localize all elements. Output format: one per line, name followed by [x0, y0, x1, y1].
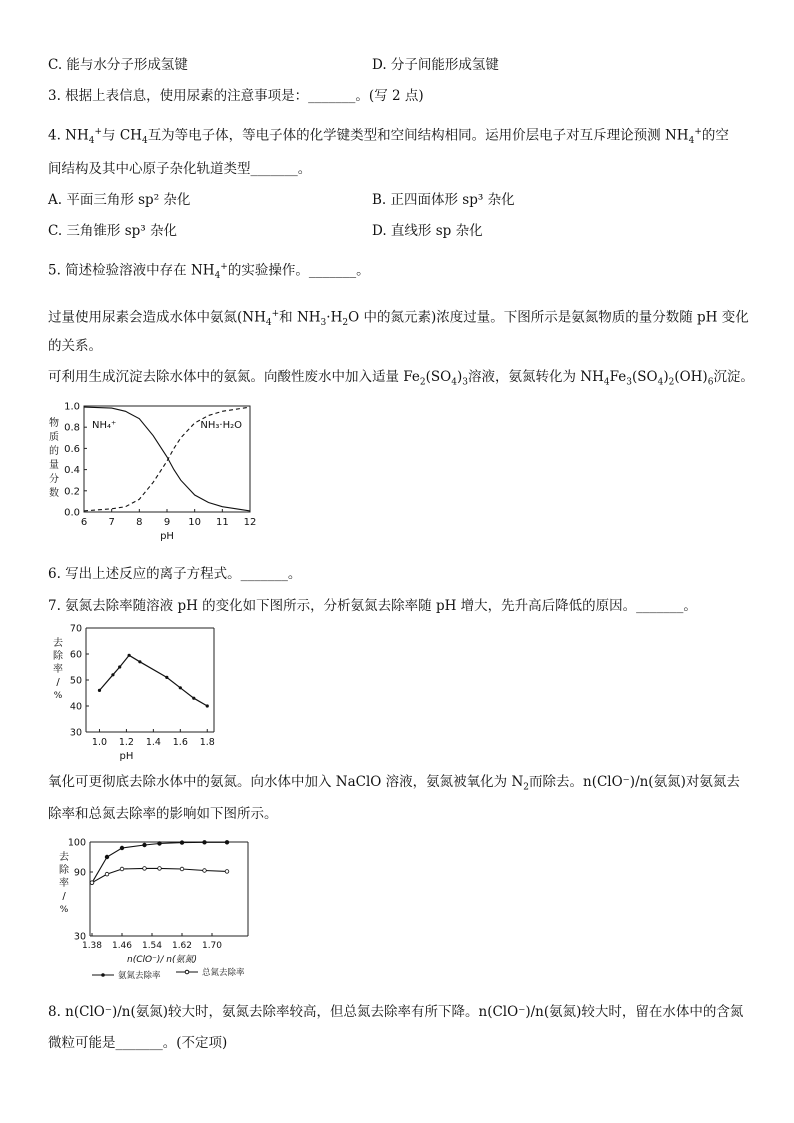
y-tick-label: 70 — [69, 623, 82, 635]
x-tick-label: 1.62 — [171, 941, 193, 951]
y-tick-label: 1.0 — [64, 401, 80, 413]
x-tick-label: 12 — [243, 517, 257, 528]
data-point — [225, 870, 229, 874]
data-point — [225, 841, 229, 845]
data-point — [203, 869, 207, 873]
q4-option-c: C. 三角锥形 sp³ 杂化 — [48, 223, 177, 239]
x-axis-label: pH — [160, 531, 174, 542]
data-point — [180, 841, 184, 845]
y-axis-label-char: 除 — [53, 651, 63, 662]
x-tick-label: 1.38 — [81, 941, 103, 951]
data-point — [165, 676, 168, 679]
series-label-nh3h2o: NH₃·H₂O — [200, 420, 242, 431]
q5-text: 5. 简述检验溶液中存在 $NH_4^+$的实验操作。_______。 — [48, 262, 370, 282]
y-axis-label-char: 率 — [59, 878, 69, 889]
y-tick-label: 40 — [69, 701, 82, 713]
x-tick-label: 6 — [80, 517, 88, 528]
para3-line2: 除率和总氮去除率的影响如下图所示。 — [48, 806, 278, 822]
data-point — [118, 665, 121, 668]
y-tick-label: 0.0 — [64, 507, 80, 519]
x-axis-label: pH — [119, 751, 134, 762]
legend-marker-2 — [185, 970, 189, 974]
y-axis-label-char: 质 — [49, 432, 59, 443]
y-axis-label-char: / — [62, 891, 66, 902]
y-axis-label-char: 量 — [49, 460, 59, 471]
y-axis-label-char: % — [53, 691, 63, 701]
y-tick-label: 50 — [69, 675, 82, 687]
series-line-1 — [92, 842, 227, 882]
y-axis-label-char: 物 — [49, 418, 59, 429]
data-point — [105, 872, 109, 876]
q6-text: 6. 写出上述反应的离子方程式。_______。 — [48, 566, 302, 582]
y-axis-label-char: / — [56, 677, 60, 688]
q2-option-c: C. 能与水分子形成氢键 — [48, 57, 188, 73]
q4-option-b: B. 正四面体形 sp³ 杂化 — [372, 192, 515, 208]
y-axis-label-char: 的 — [49, 446, 59, 457]
x-tick-label: 9 — [163, 517, 171, 528]
para1-line1: 过量使用尿素会造成水体中氨氮($NH_4^+$和 $NH_3\cdot H_2O$ 中的氮元素)浓度过量。下图所示是氨氮物质的量分数随 pH 变化 — [48, 309, 749, 329]
chart-removal-rate-vs-ph — [48, 622, 228, 762]
data-point — [111, 673, 114, 676]
data-point — [120, 867, 124, 871]
data-point — [128, 654, 131, 657]
series-label-nh4: NH₄⁺ — [92, 420, 117, 431]
y-tick-label: 0.8 — [64, 422, 80, 434]
x-tick-label: 1.46 — [111, 941, 133, 951]
x-tick-label: 10 — [188, 517, 202, 528]
data-point — [180, 867, 184, 871]
data-point — [105, 855, 109, 859]
q7-text: 7. 氨氮去除率随溶液 pH 的变化如下图所示，分析氨氮去除率随 pH 增大，先升高后降低的原因。_______。 — [48, 598, 697, 614]
y-tick-label: 0.2 — [64, 486, 80, 498]
series-line — [100, 655, 208, 706]
y-axis-label-char: 去 — [53, 638, 63, 649]
x-tick-label: 7 — [108, 517, 115, 528]
data-point — [158, 842, 162, 846]
q4-nh4-a: 4. NH — [48, 127, 89, 144]
q8-line1: 8. n(ClO⁻)/n(氨氮)较大时，氨氮去除率较高，但总氮去除率有所下降。n(ClO⁻)/n(氨氮)较大时，留在水体中的含氮 — [48, 1004, 744, 1020]
para2-text: 可利用生成沉淀去除水体中的氨氮。向酸性废水中加入适量 $Fe_2(SO_4)_3$溶液，氨氮转化为 $NH_4Fe_3(SO_4)_2(OH)_6$沉淀。 — [48, 369, 754, 388]
data-point — [179, 686, 182, 689]
y-tick-label: 60 — [69, 649, 82, 661]
y-axis-label-char: 除 — [59, 865, 69, 876]
x-tick-label: 8 — [136, 517, 143, 528]
y-tick-label: 30 — [73, 931, 86, 943]
chart-removal-rate-vs-ratio — [52, 832, 262, 988]
y-tick-label: 90 — [73, 867, 86, 879]
data-point — [192, 697, 195, 700]
q4-option-d: D. 直线形 sp 杂化 — [372, 223, 483, 239]
x-tick-label: 1.4 — [145, 737, 161, 748]
data-point — [138, 660, 141, 663]
y-tick-label: 30 — [69, 727, 82, 739]
y-axis-label-char: 数 — [49, 488, 59, 499]
y-tick-label: 100 — [67, 837, 86, 849]
y-axis-label-char: 分 — [49, 474, 59, 485]
y-tick-label: 0.6 — [64, 443, 80, 455]
q3-text: 3. 根据上表信息，使用尿素的注意事项是：_______。(写 2 点) — [48, 88, 424, 104]
data-point — [206, 704, 209, 707]
y-tick-label: 0.4 — [64, 465, 80, 477]
data-point — [143, 843, 147, 847]
q4-line2: 间结构及其中心原子杂化轨道类型_______。 — [48, 161, 312, 177]
q2-option-d: D. 分子间能形成氢键 — [372, 57, 499, 73]
x-tick-label: 1.70 — [201, 941, 223, 951]
legend-label-1: 氨氮去除率 — [118, 971, 161, 981]
para1-line2: 的关系。 — [48, 338, 102, 354]
x-tick-label: 1.2 — [118, 737, 134, 748]
para3-line1: 氧化可更彻底去除水体中的氨氮。向水体中加入 NaClO 溶液，氨氮被氧化为 $N_2$而除去。n(ClO⁻)/n(氨氮)对氨氮去 — [48, 774, 740, 793]
x-tick-label: 11 — [215, 517, 229, 528]
q4-line1: 4. $NH_4^+$与 $CH_4$互为等电子体，等电子体的化学键类型和空间结构相同。运用价层电子对互斥理论预测 $NH_4^+$的空 — [48, 127, 729, 147]
x-tick-label: 1.54 — [141, 941, 163, 951]
data-point — [90, 881, 94, 885]
legend-label-2: 总氮去除率 — [202, 968, 245, 978]
chart-ammonia-fraction-vs-ph — [44, 396, 264, 548]
x-tick-label: 1.8 — [199, 737, 215, 748]
data-point — [120, 846, 124, 850]
y-axis-label-char: 去 — [59, 852, 69, 863]
data-point — [143, 867, 147, 871]
x-tick-label: 1.6 — [172, 737, 188, 748]
q8-line2: 微粒可能是_______。(不定项) — [48, 1035, 228, 1051]
data-point — [158, 867, 162, 871]
x-axis-label: n(ClO⁻)/ n(氨氮) — [127, 955, 197, 965]
y-axis-label-char: % — [59, 905, 69, 915]
x-tick-label: 1.0 — [91, 737, 108, 748]
legend-marker-1 — [101, 973, 105, 977]
q4-option-a: A. 平面三角形 sp² 杂化 — [48, 192, 191, 208]
data-point — [98, 689, 101, 692]
data-point — [203, 841, 207, 845]
y-axis-label-char: 率 — [53, 664, 63, 675]
